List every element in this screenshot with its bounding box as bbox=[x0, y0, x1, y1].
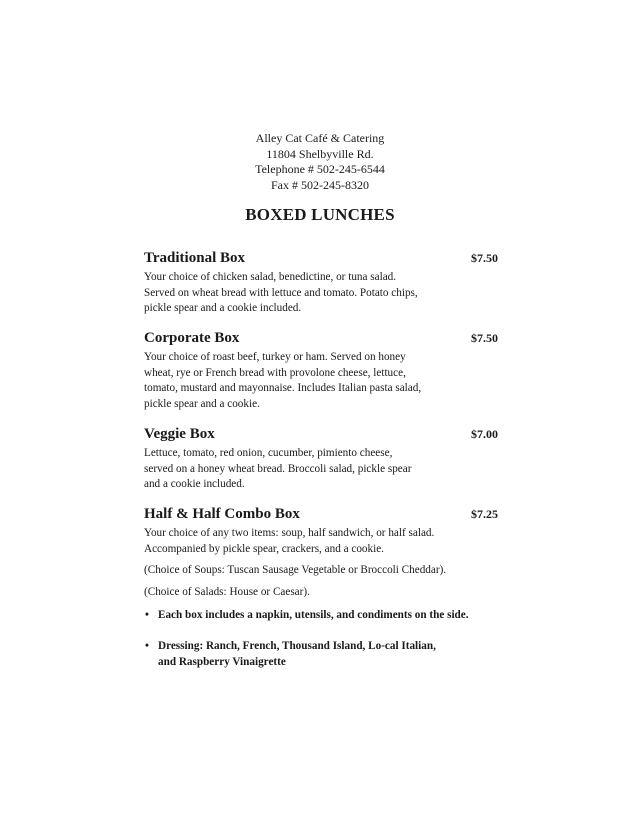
item-description bbox=[144, 526, 500, 557]
description-line: and a cookie included. bbox=[144, 478, 245, 490]
description-line: Lettuce, tomato, red onion, cucumber, pimiento cheese, bbox=[144, 447, 393, 459]
menu-item-corporate-box bbox=[144, 330, 500, 412]
note-dressing bbox=[144, 639, 524, 670]
item-price: $7.50 bbox=[471, 251, 498, 265]
description-line: served on a honey wheat bread. Broccoli salad, pickle spear bbox=[144, 462, 412, 475]
bullet-icon: • bbox=[145, 609, 149, 621]
restaurant-name: Alley Cat Café & Catering bbox=[255, 131, 385, 145]
note-text: Each box includes a napkin, utensils, and condiments on the side. bbox=[158, 609, 469, 621]
note-text: and Raspberry Vinaigrette bbox=[158, 655, 286, 668]
restaurant-address: 11804 Shelbyville Rd. bbox=[266, 146, 374, 161]
restaurant-header bbox=[0, 131, 640, 193]
description-line: Accompanied by pickle spear, crackers, and a cookie. bbox=[144, 542, 384, 555]
notes-list bbox=[144, 608, 524, 624]
item-name: Half & Half Combo Box bbox=[144, 506, 300, 522]
item-price: $7.25 bbox=[471, 507, 498, 521]
description-line: tomato, mustard and mayonnaise. Includes Italian pasta salad, bbox=[144, 382, 422, 394]
item-name: Traditional Box bbox=[144, 250, 245, 266]
restaurant-telephone: Telephone # 502-245-6544 bbox=[255, 162, 385, 176]
item-description bbox=[144, 350, 500, 412]
description-line: Your choice of any two items: soup, half sandwich, or half salad. bbox=[144, 527, 435, 539]
description-line: pickle spear and a cookie included. bbox=[144, 302, 302, 314]
description-line: wheat, rye or French bread with provolone cheese, lettuce, bbox=[144, 366, 406, 379]
description-line: Your choice of chicken salad, benedictine, or tuna salad. bbox=[144, 271, 397, 283]
salad-choices: (Choice of Salads: House or Caesar). bbox=[144, 585, 310, 598]
note-napkin bbox=[144, 608, 524, 624]
item-price: $7.00 bbox=[471, 427, 498, 441]
bullet-icon: • bbox=[145, 640, 149, 652]
description-line: pickle spear and a cookie. bbox=[144, 397, 260, 410]
menu-item-traditional-box bbox=[144, 250, 500, 317]
item-description bbox=[144, 270, 500, 317]
note-text: Dressing: Ranch, French, Thousand Island, Lo-cal Italian, bbox=[158, 640, 436, 652]
item-name: Veggie Box bbox=[144, 426, 215, 442]
description-line: Your choice of roast beef, turkey or ham. Served on honey bbox=[144, 351, 406, 363]
description-line: Served on wheat bread with lettuce and tomato. Potato chips, bbox=[144, 286, 418, 299]
item-name: Corporate Box bbox=[144, 330, 240, 346]
page-title: BOXED LUNCHES bbox=[245, 205, 395, 224]
notes-list-dressing bbox=[144, 639, 524, 670]
menu-item-half-and-half-combo-box bbox=[144, 506, 500, 600]
item-description bbox=[144, 446, 500, 493]
restaurant-fax: Fax # 502-245-8320 bbox=[271, 177, 369, 192]
soup-choices: (Choice of Soups: Tuscan Sausage Vegetable or Broccoli Cheddar). bbox=[144, 564, 447, 576]
item-price: $7.50 bbox=[471, 331, 498, 345]
menu-item-veggie-box bbox=[144, 426, 500, 493]
